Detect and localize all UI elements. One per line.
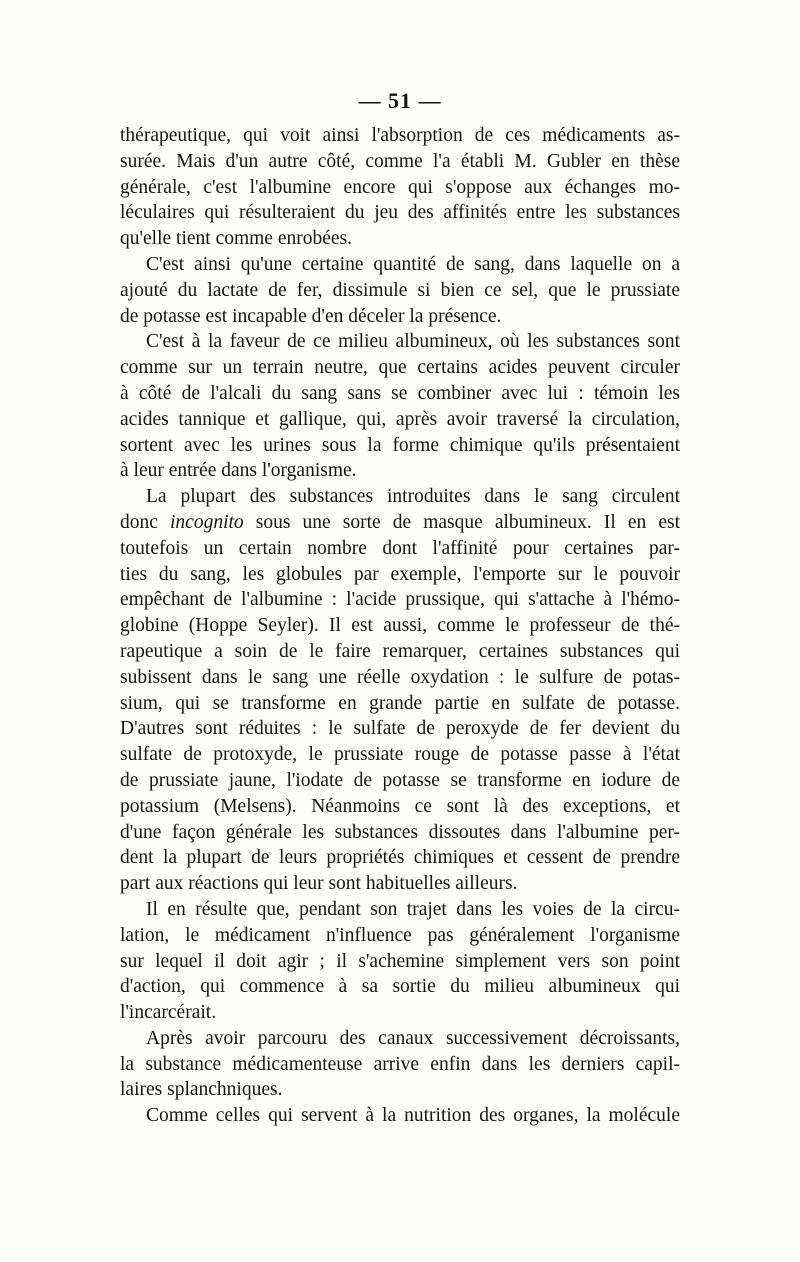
text-line: ties du sang, les globules par exemple, l'emporte sur le pouvoir [120,563,680,585]
text-line: laires splanchniques. [120,1079,283,1101]
text-line: de potasse est incapable d'en déceler la présence. [120,305,502,327]
text-line: sulfate de protoxyde, le prussiate rouge de potasse passe à l'état [120,744,680,766]
text-line: C'est ainsi qu'une certaine quantité de sang, dans laquelle on a [146,253,680,275]
text-line: Il en résulte que, pendant son trajet dans les voies de la circu- [146,898,680,920]
page-number: — 51 — [358,88,442,113]
text-line: part aux réactions qui leur sont habituelles ailleurs. [120,873,518,895]
text-line: à leur entrée dans l'organisme. [120,460,357,482]
text-line: La plupart des substances introduites dans le sang circulent [146,486,680,508]
text-line: d'une façon générale les substances dissoutes dans l'albumine per- [120,821,680,843]
text-line: qu'elle tient comme enrobées. [120,228,353,250]
text-line: Après avoir parcouru des canaux successivement décroissants, [146,1027,680,1049]
text-line: toutefois un certain nombre dont l'affinité pour certaines par- [120,537,680,559]
text-line: sur lequel il doit agir ; il s'achemine simplement vers son point [120,950,680,972]
text-segment: sous une sorte de masque albumineux. Il en est [243,511,680,533]
text-line: à côté de l'alcali du sang sans se combiner avec lui : témoin les [120,382,680,404]
text-line: D'autres sont réduites : le sulfate de peroxyde de fer devient du [120,718,680,740]
text-line: sium, qui se transforme en grande partie en sulfate de potasse. [120,692,680,714]
text-segment: donc [120,511,170,533]
text-line: dent la plupart de leurs propriétés chimiques et cessent de prendre [120,847,680,869]
text-line: de prussiate jaune, l'iodate de potasse se transforme en iodure de [120,769,680,791]
text-line: C'est à la faveur de ce milieu albumineux, où les substances sont [146,331,680,353]
text-line: empêchant de l'albumine : l'acide prussique, qui s'attache à l'hémo- [120,589,680,611]
text-line: surée. Mais d'un autre côté, comme l'a établi M. Gubler en thèse [120,150,680,172]
text-line: générale, c'est l'albumine encore qui s'oppose aux échanges mo- [120,176,680,198]
text-line: globine (Hoppe Seyler). Il est aussi, comme le professeur de thé- [120,615,680,637]
italic-word: incognito [170,511,244,533]
text-line: léculaires qui résulteraient du jeu des affinités entre les substances [120,202,680,224]
text-line: lation, le médicament n'influence pas généralement l'organisme [120,924,680,946]
text-line: sortent avec les urines sous la forme chimique qu'ils présentaient [120,434,680,456]
text-line: ajouté du lactate de fer, dissimule si bien ce sel, que le prussiate [120,279,680,301]
text-line [120,510,680,536]
text-line: comme sur un terrain neutre, que certains acides peuvent circuler [120,357,680,379]
text-line: d'action, qui commence à sa sortie du milieu albumineux qui [120,976,680,998]
text-line: la substance médicamenteuse arrive enfin dans les derniers capil- [120,1053,680,1075]
text-line: acides tannique et gallique, qui, après avoir traversé la circulation, [120,408,680,430]
text-line: subissent dans le sang une réelle oxydation : le sulfure de potas- [120,666,680,688]
body-text [120,123,680,1129]
text-line: thérapeutique, qui voit ainsi l'absorption de ces médicaments as- [120,125,680,146]
text-line: potassium (Melsens). Néanmoins ce sont là des exceptions, et [120,795,680,817]
text-line: Comme celles qui servent à la nutrition des organes, la molécule [146,1105,680,1127]
text-line: l'incarcérait. [120,1002,217,1024]
text-line: rapeutique a soin de le faire remarquer, certaines substances qui [120,640,680,662]
